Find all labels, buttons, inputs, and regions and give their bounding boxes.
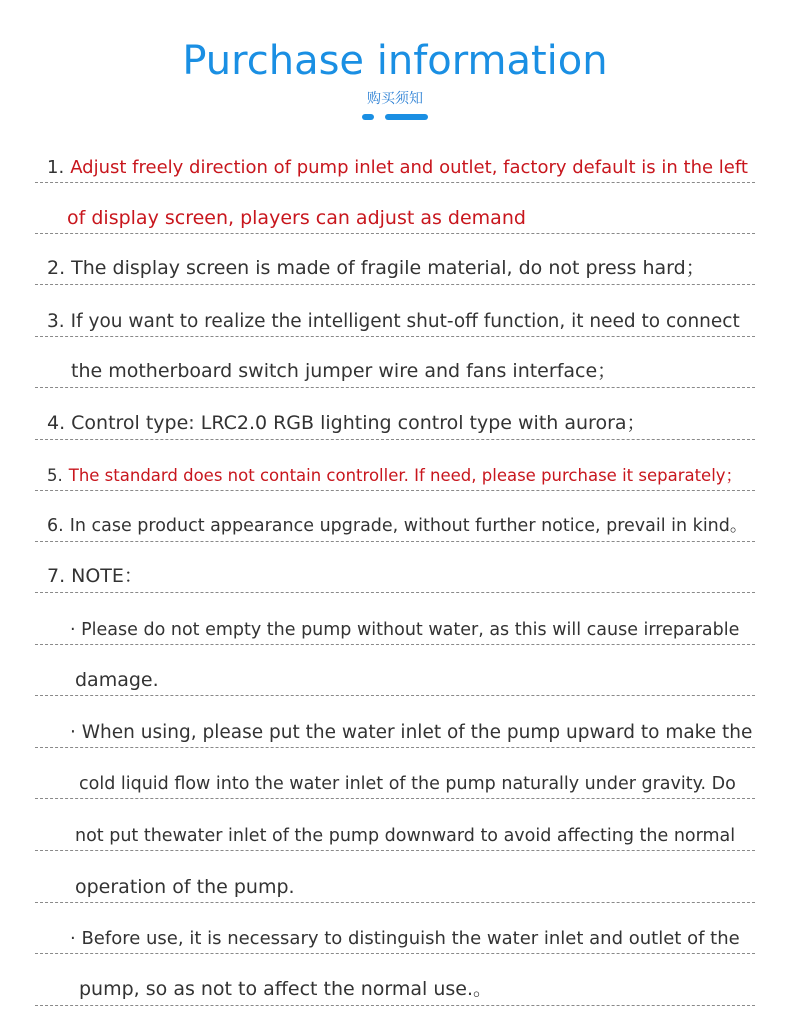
item-text: The standard does not contain controller. If need, please purchase it separately； xyxy=(68,466,743,485)
item-text: Adjust freely direction of pump inlet and outlet, factory default is in the left xyxy=(70,157,748,178)
notice-text xyxy=(47,512,747,537)
notice-text xyxy=(70,620,739,640)
item-text: If you want to realize the intelligent shut-off function, it need to connect xyxy=(70,311,740,332)
notice-text xyxy=(75,669,159,691)
notice-line xyxy=(35,645,755,696)
item-number: 1. xyxy=(47,157,65,178)
item-text: · When using, please put the water inlet of the pump upward to make the xyxy=(70,722,753,743)
notice-line xyxy=(35,337,755,388)
item-text: of display screen, players can adjust as demand xyxy=(67,207,526,229)
notice-text xyxy=(47,157,748,178)
item-number: 6. xyxy=(47,516,64,536)
page-title: Purchase information xyxy=(182,38,608,84)
notice-text xyxy=(70,928,740,949)
notice-line xyxy=(35,852,755,903)
notice-text xyxy=(71,356,616,383)
notice-text xyxy=(79,774,736,794)
item-number: 3. xyxy=(47,311,65,332)
notice-line xyxy=(35,286,755,337)
notice-line xyxy=(35,697,755,748)
notice-line xyxy=(35,955,755,1006)
item-text: not put thewater inlet of the pump downward to avoid affecting the normal xyxy=(75,826,736,846)
notice-line xyxy=(35,542,755,593)
accent-dot xyxy=(362,114,374,120)
page-subtitle: 购买须知 xyxy=(367,91,423,107)
item-text: cold liquid flow into the water inlet of the pump naturally under gravity. Do xyxy=(79,774,736,794)
notice-line xyxy=(35,594,755,645)
item-text: NOTE： xyxy=(71,565,143,587)
item-text: In case product appearance upgrade, without further notice, prevail in kind。 xyxy=(69,516,748,536)
notice-line xyxy=(35,132,755,183)
item-number: 4. xyxy=(47,412,66,434)
item-text: operation of the pump. xyxy=(75,876,295,898)
notice-text xyxy=(47,408,646,435)
item-text: pump, so as not to affect the normal use.。 xyxy=(79,978,493,1000)
item-number: 7. xyxy=(47,565,66,587)
notice-text xyxy=(75,876,295,898)
notice-text xyxy=(75,826,735,846)
notice-line xyxy=(35,800,755,851)
notice-line xyxy=(35,903,755,954)
accent-bar xyxy=(385,114,428,120)
notice-text xyxy=(47,311,740,332)
notice-line xyxy=(35,183,755,234)
notice-text xyxy=(67,207,526,229)
notice-text xyxy=(70,722,752,743)
notice-line xyxy=(35,440,755,491)
item-text: The display screen is made of fragile material, do not press hard； xyxy=(71,257,705,279)
notice-text xyxy=(79,974,492,1001)
item-number: 2. xyxy=(47,257,66,279)
item-text: · Please do not empty the pump without water, as this will cause irreparable xyxy=(70,620,740,640)
notice-line xyxy=(35,491,755,542)
item-text: the motherboard switch jumper wire and fans interface； xyxy=(71,360,617,382)
header xyxy=(0,0,790,130)
notice-line xyxy=(35,234,755,285)
notice-text xyxy=(47,561,143,588)
item-text: · Before use, it is necessary to distinguish the water inlet and outlet of the xyxy=(70,928,740,949)
notice-line xyxy=(35,389,755,440)
item-text: Control type: LRC2.0 RGB lighting control type with aurora； xyxy=(71,412,646,434)
notice-line xyxy=(35,748,755,799)
item-text: damage. xyxy=(75,669,159,691)
notice-text xyxy=(47,462,742,486)
item-number: 5. xyxy=(47,466,63,485)
notice-text xyxy=(47,253,705,280)
